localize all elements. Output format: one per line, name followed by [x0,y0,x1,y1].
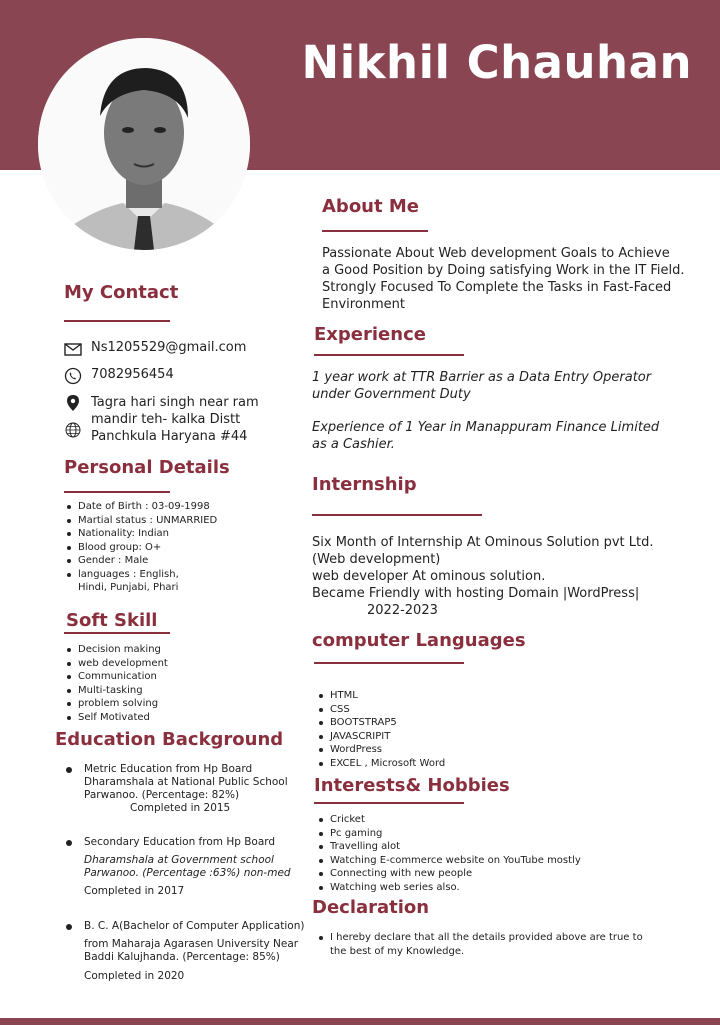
bullet-dot [66,767,72,773]
declaration-line: the best of my Knowledge. [330,945,465,957]
about-text [322,245,685,313]
education-line: Secondary Education from Hp Board [84,836,276,848]
education-line: Parwanoo. (Percentage :63%) non-med [84,867,291,879]
about-rule [322,230,428,232]
about-line: Passionate About Web development Goals to Achieve [322,246,670,261]
list-item: WordPress [316,743,445,757]
languages-list [316,689,445,770]
email-text: Ns1205529@gmail.com [91,340,247,355]
experience-line: 1 year work at TTR Barrier as a Data Entry Operator [312,370,652,385]
envelope-icon [64,340,82,358]
list-item: Nationality: Indian [64,527,217,541]
declaration-heading: Declaration [312,897,430,918]
list-item: Travelling alot [316,840,581,854]
address-text [91,394,259,445]
personal-rule [64,491,170,493]
about-line: Environment [322,297,406,312]
address-line: mandir teh- kalka Distt [91,412,241,427]
address-icons [64,394,82,439]
phone-text: 7082956454 [91,367,174,382]
address-line: Tagra hari singh near ram [91,395,259,410]
contact-phone [64,367,174,385]
internship-line: web developer At ominous solution. [312,569,546,584]
languages-line: languages : English, [78,568,179,580]
personal-heading: Personal Details [64,457,230,478]
languages-heading: computer Languages [312,630,526,651]
candidate-name: Nikhil Chauhan [301,36,692,89]
list-item: EXCEL , Microsoft Word [316,757,445,771]
list-item [64,568,217,595]
personal-list [64,500,217,595]
internship-line: Became Friendly with hosting Domain |WordPress| [312,586,640,601]
education-line: Metric Education from Hp Board [84,763,253,775]
phone-icon [64,367,82,385]
education-item-1 [84,763,288,815]
list-item: Martial status : UNMARRIED [64,514,217,528]
list-item: Cricket [316,813,581,827]
education-line: Completed in 2017 [84,885,185,897]
footer-bar [0,1018,720,1025]
languages-rule [314,662,464,664]
about-heading: About Me [322,196,419,217]
list-item: Multi-tasking [64,684,168,698]
languages-line: Hindi, Punjabi, Phari [78,582,179,593]
experience-rule [314,354,464,356]
contact-address [64,394,259,445]
location-pin-icon [64,394,82,412]
internship-heading: Internship [312,474,417,495]
bullet-dot [66,924,72,930]
education-line: Dharamshala at Government school [84,854,274,866]
education-heading: Education Background [55,729,284,750]
internship-text [312,534,654,619]
about-line: a Good Position by Doing satisfying Work in the IT Field. [322,263,685,278]
address-line: Panchkula Haryana #44 [91,429,248,444]
profile-photo [38,38,250,250]
experience-line: under Government Duty [312,387,471,402]
internship-rule [312,514,482,516]
education-line: from Maharaja Agarasen University Near [84,938,299,950]
about-line: Strongly Focused To Complete the Tasks in Fast-Faced [322,280,672,295]
list-item: Watching web series also. [316,881,581,895]
internship-line: (Web development) [312,552,441,567]
list-item: problem solving [64,697,168,711]
education-line: Completed in 2015 [130,802,231,814]
experience-line: Experience of 1 Year in Manappuram Finance Limited [312,420,660,435]
bullet-dot [66,840,72,846]
soft-skill-heading: Soft Skill [66,610,158,631]
list-item: Connecting with new people [316,867,581,881]
list-item: BOOTSTRAP5 [316,716,445,730]
contact-rule [64,320,170,322]
contact-heading: My Contact [64,282,179,303]
list-item [316,931,643,958]
list-item: HTML [316,689,445,703]
globe-icon [64,421,82,439]
experience-line: as a Cashier. [312,437,395,452]
list-item: Blood group: O+ [64,541,217,555]
hobbies-list [316,813,581,894]
experience-item-1 [312,369,651,403]
education-line: Parwanoo. (Percentage: 82%) [84,789,240,801]
list-item: web development [64,657,168,671]
list-item: Decision making [64,643,168,657]
declaration-text [316,931,643,958]
education-item-3 [84,920,304,983]
internship-year: 2022-2023 [367,603,438,618]
internship-line: Six Month of Internship At Ominous Solution pvt Ltd. [312,535,654,550]
list-item: Date of Birth : 03-09-1998 [64,500,217,514]
education-line: Baddi Kalujhanda. (Percentage: 85%) [84,951,280,963]
education-line: B. C. A(Bachelor of Computer Application) [84,920,305,932]
list-item: CSS [316,703,445,717]
contact-email [64,340,246,358]
list-item: Watching E-commerce website on YouTube mostly [316,854,581,868]
hobbies-rule [314,802,464,804]
declaration-line: I hereby declare that all the details provided above are true to [330,932,643,943]
experience-heading: Experience [314,324,426,345]
list-item: Communication [64,670,168,684]
education-item-2 [84,836,291,898]
list-item: JAVASCRIPIT [316,730,445,744]
soft-skill-list [64,643,168,724]
experience-item-2 [312,419,659,453]
list-item: Pc gaming [316,827,581,841]
list-item: Gender : Male [64,554,217,568]
education-line: Dharamshala at National Public School [84,776,288,788]
education-line: Completed in 2020 [84,970,185,982]
soft-skill-rule [64,632,170,634]
list-item: Self Motivated [64,711,168,725]
hobbies-heading: Interests& Hobbies [314,775,510,796]
